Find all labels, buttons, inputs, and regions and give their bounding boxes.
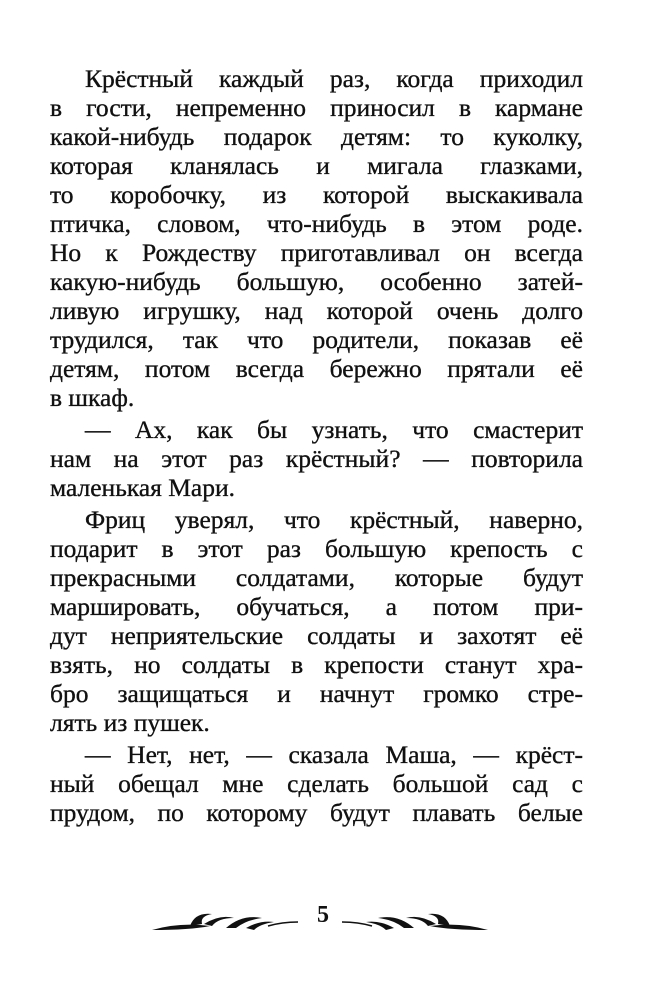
text-line: нам на этот раз крёстный? — повторила bbox=[50, 444, 583, 473]
text-line: маршировать, обучаться, а потом при- bbox=[50, 592, 583, 621]
text-line: в гости, непременно приносил в кармане bbox=[50, 93, 583, 122]
paragraph bbox=[50, 64, 583, 412]
text-line: взять, но солдаты в крепости станут хра- bbox=[50, 650, 583, 679]
text-line: какую-нибудь большую, особенно затей- bbox=[50, 267, 583, 296]
text-line: трудился, так что родители, показав её bbox=[50, 325, 583, 354]
paragraph bbox=[50, 740, 583, 827]
text-line: в шкаф. bbox=[50, 383, 135, 412]
text-line: подарит в этот раз большую крепость с bbox=[50, 534, 583, 563]
text-line: дут неприятельские солдаты и захотят её bbox=[50, 621, 583, 650]
text-line: бро защищаться и начнут громко стре- bbox=[50, 679, 583, 708]
text-line: какой-нибудь подарок детям: то куколку, bbox=[50, 122, 583, 151]
right-ornament-icon bbox=[340, 908, 490, 934]
paragraph bbox=[50, 415, 583, 502]
page-number: 5 bbox=[317, 902, 329, 928]
text-line: — Нет, нет, — сказала Маша, — крёст- bbox=[85, 740, 583, 769]
text-line: то коробочку, из которой выскакивала bbox=[50, 180, 583, 209]
text-line: прекрасными солдатами, которые будут bbox=[50, 563, 583, 592]
text-line: ный обещал мне сделать большой сад с bbox=[50, 769, 583, 798]
text-line: маленькая Мари. bbox=[50, 473, 236, 502]
text-line: Но к Рождеству приготавливал он всегда bbox=[50, 238, 583, 267]
text-line: птичка, словом, что-нибудь в этом роде. bbox=[50, 209, 583, 238]
text-line: Крёстный каждый раз, когда приходил bbox=[85, 64, 583, 93]
text-line: Фриц уверял, что крёстный, наверно, bbox=[85, 505, 583, 534]
text-line: — Ах, как бы узнать, что смастерит bbox=[85, 415, 583, 444]
text-line: ливую игрушку, над которой очень долго bbox=[50, 296, 583, 325]
text-line: лять из пушек. bbox=[50, 708, 210, 737]
text-line: которая кланялась и мигала глазками, bbox=[50, 151, 583, 180]
page-footer bbox=[0, 900, 646, 934]
text-line: прудом, по которому будут плавать белые bbox=[50, 798, 583, 827]
paragraph bbox=[50, 505, 583, 737]
text-line: детям, потом всегда бережно прятали её bbox=[50, 354, 583, 383]
page-text bbox=[50, 64, 583, 830]
